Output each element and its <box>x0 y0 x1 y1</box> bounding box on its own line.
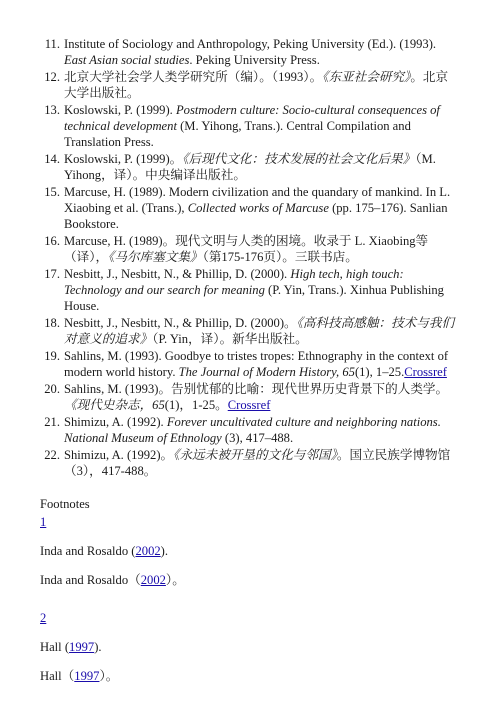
footnote-text: Hall ( <box>40 640 70 654</box>
footnote-text: ). <box>160 544 169 558</box>
reference-title: The Journal of Modern History, 65 <box>178 365 355 379</box>
citation-year-link[interactable]: 1997 <box>74 669 100 683</box>
reference-item <box>40 381 460 413</box>
reference-segment: Marcuse, H. (1989)。现代文明与人类的困境。收录于 L. Xiaobing等（译）， <box>64 234 429 264</box>
footnote-text: ）。 <box>99 669 119 683</box>
reference-segment: 北京大学社会学人类学研究所（编）。（1993）。 <box>64 70 323 84</box>
reference-text <box>64 36 460 68</box>
reference-segment: Nesbitt, J., Nesbitt, N., & Phillip, D. (2000). <box>64 267 291 281</box>
reference-number: 12. <box>44 70 60 84</box>
reference-item <box>40 151 460 183</box>
citation-year-link[interactable]: 1997 <box>69 640 95 654</box>
reference-number: 14. <box>44 152 60 166</box>
footnote-paragraph <box>40 668 460 684</box>
reference-text <box>64 102 460 150</box>
reference-text <box>64 184 460 232</box>
reference-text <box>64 414 460 446</box>
reference-title: 《现代史杂志，65 <box>64 398 165 412</box>
reference-segment: Shimizu, A. (1992). <box>64 415 167 429</box>
reference-segment: Shimizu, A. (1992)。 <box>64 448 174 462</box>
footnotes-heading: Footnotes <box>40 497 90 511</box>
reference-title: Postmodern culture: Socio-cultural consequences of technical development <box>64 103 440 133</box>
reference-number: 18. <box>44 316 60 330</box>
reference-list <box>40 36 460 479</box>
footnote-marker-link[interactable]: 2 <box>40 611 47 625</box>
reference-title: East Asian social studies <box>64 53 190 67</box>
reference-number: 21. <box>44 415 60 429</box>
reference-segment: 。北京大学出版社。 <box>64 70 449 100</box>
reference-item <box>40 447 460 479</box>
footnote-paragraph <box>40 639 460 655</box>
reference-segment: (1)，1-25。 <box>164 398 228 412</box>
citation-year-link[interactable]: 2002 <box>140 573 166 587</box>
reference-title: Forever uncultivated culture and neighboring nations. National Museum of Ethnology <box>64 415 441 445</box>
footnote-text: Inda and Rosaldo ( <box>40 544 136 558</box>
reference-segment: Koslowski, P. (1999). <box>64 103 176 117</box>
reference-text <box>64 233 460 265</box>
reference-number: 11. <box>44 37 60 51</box>
reference-text <box>64 348 460 380</box>
reference-segment: (pp. 175–176). Sanlian Bookstore. <box>64 201 448 231</box>
reference-text <box>64 315 460 347</box>
reference-segment: . Peking University Press. <box>189 53 320 67</box>
reference-text <box>64 69 460 101</box>
reference-title: 《永远未被开垦的文化与邻国》 <box>173 448 337 462</box>
reference-number: 22. <box>44 448 60 462</box>
reference-title: 《高科技高感触：技术与我们对意义的追求》 <box>64 316 455 346</box>
reference-segment: （M. Yihong，译）。中央编译出版社。 <box>64 152 436 182</box>
reference-number: 13. <box>44 103 60 117</box>
reference-title: High tech, high touch: Technology and our search for meaning <box>64 267 404 297</box>
reference-title: Collected works of Marcuse <box>187 201 329 215</box>
reference-segment: (M. Yihong, Trans.). Central Compilation and Translation Press. <box>64 119 411 149</box>
reference-item <box>40 102 460 150</box>
reference-text <box>64 151 460 183</box>
reference-segment: (1), 1–25. <box>354 365 405 379</box>
footnote-text: ）。 <box>165 573 185 587</box>
reference-item <box>40 69 460 101</box>
footnote-marker-link[interactable]: 1 <box>40 515 47 529</box>
reference-title: 《后现代文化：技术发展的社会文化后果》 <box>182 152 416 166</box>
reference-item <box>40 36 460 68</box>
reference-text <box>64 381 460 413</box>
reference-segment: Sahlins, M. (1993)。告别忧郁的比喻：现代世界历史背景下的人类学。 <box>64 382 449 396</box>
footnote-paragraph <box>40 572 460 588</box>
reference-segment: (3), 417–488. <box>221 431 294 445</box>
reference-item <box>40 315 460 347</box>
reference-item <box>40 233 460 265</box>
reference-item <box>40 348 460 380</box>
reference-title: 《马尔库塞文集》 <box>108 250 203 264</box>
footnote-spacer <box>40 588 460 608</box>
reference-segment: 。国立民族学博物馆（3），417-488。 <box>64 448 451 478</box>
reference-segment: Nesbitt, J., Nesbitt, N., & Phillip, D. (2000)。 <box>64 316 297 330</box>
reference-number: 19. <box>44 349 60 363</box>
footnotes-section <box>40 514 460 684</box>
reference-number: 20. <box>44 382 60 396</box>
reference-number: 17. <box>44 267 60 281</box>
reference-segment: （第175-176页）。三联书店。 <box>202 250 358 264</box>
reference-segment: Marcuse, H. (1989). Modern civilization and the quandary of mankind. In L. Xiaobing et al. (Trans.), <box>64 185 451 215</box>
crossref-link[interactable]: Crossref <box>404 365 447 379</box>
reference-item <box>40 184 460 232</box>
reference-segment: Koslowski, P. (1999)。 <box>64 152 183 166</box>
citation-year-link[interactable]: 2002 <box>135 544 161 558</box>
reference-text <box>64 447 460 479</box>
footnote-paragraph <box>40 543 460 559</box>
footnote-text: Inda and Rosaldo（ <box>40 573 141 587</box>
reference-item <box>40 266 460 314</box>
footnote-text: Hall（ <box>40 669 75 683</box>
crossref-link[interactable]: Crossref <box>227 398 271 412</box>
reference-title: 《东亚社会研究》 <box>322 70 411 84</box>
reference-segment: Sahlins, M. (1993). Goodbye to tristes tropes: Ethnography in the context of modern world history. <box>64 349 449 379</box>
reference-number: 15. <box>44 185 60 199</box>
footnote-text: ). <box>94 640 102 654</box>
reference-text <box>64 266 460 314</box>
reference-segment: (P. Yin, Trans.). Xinhua Publishing House. <box>64 283 444 313</box>
reference-segment: （P. Yin，译）。新华出版社。 <box>152 332 308 346</box>
reference-segment: Institute of Sociology and Anthropology, Peking University (Ed.). (1993). <box>64 37 437 51</box>
reference-item <box>40 414 460 446</box>
reference-number: 16. <box>44 234 60 248</box>
